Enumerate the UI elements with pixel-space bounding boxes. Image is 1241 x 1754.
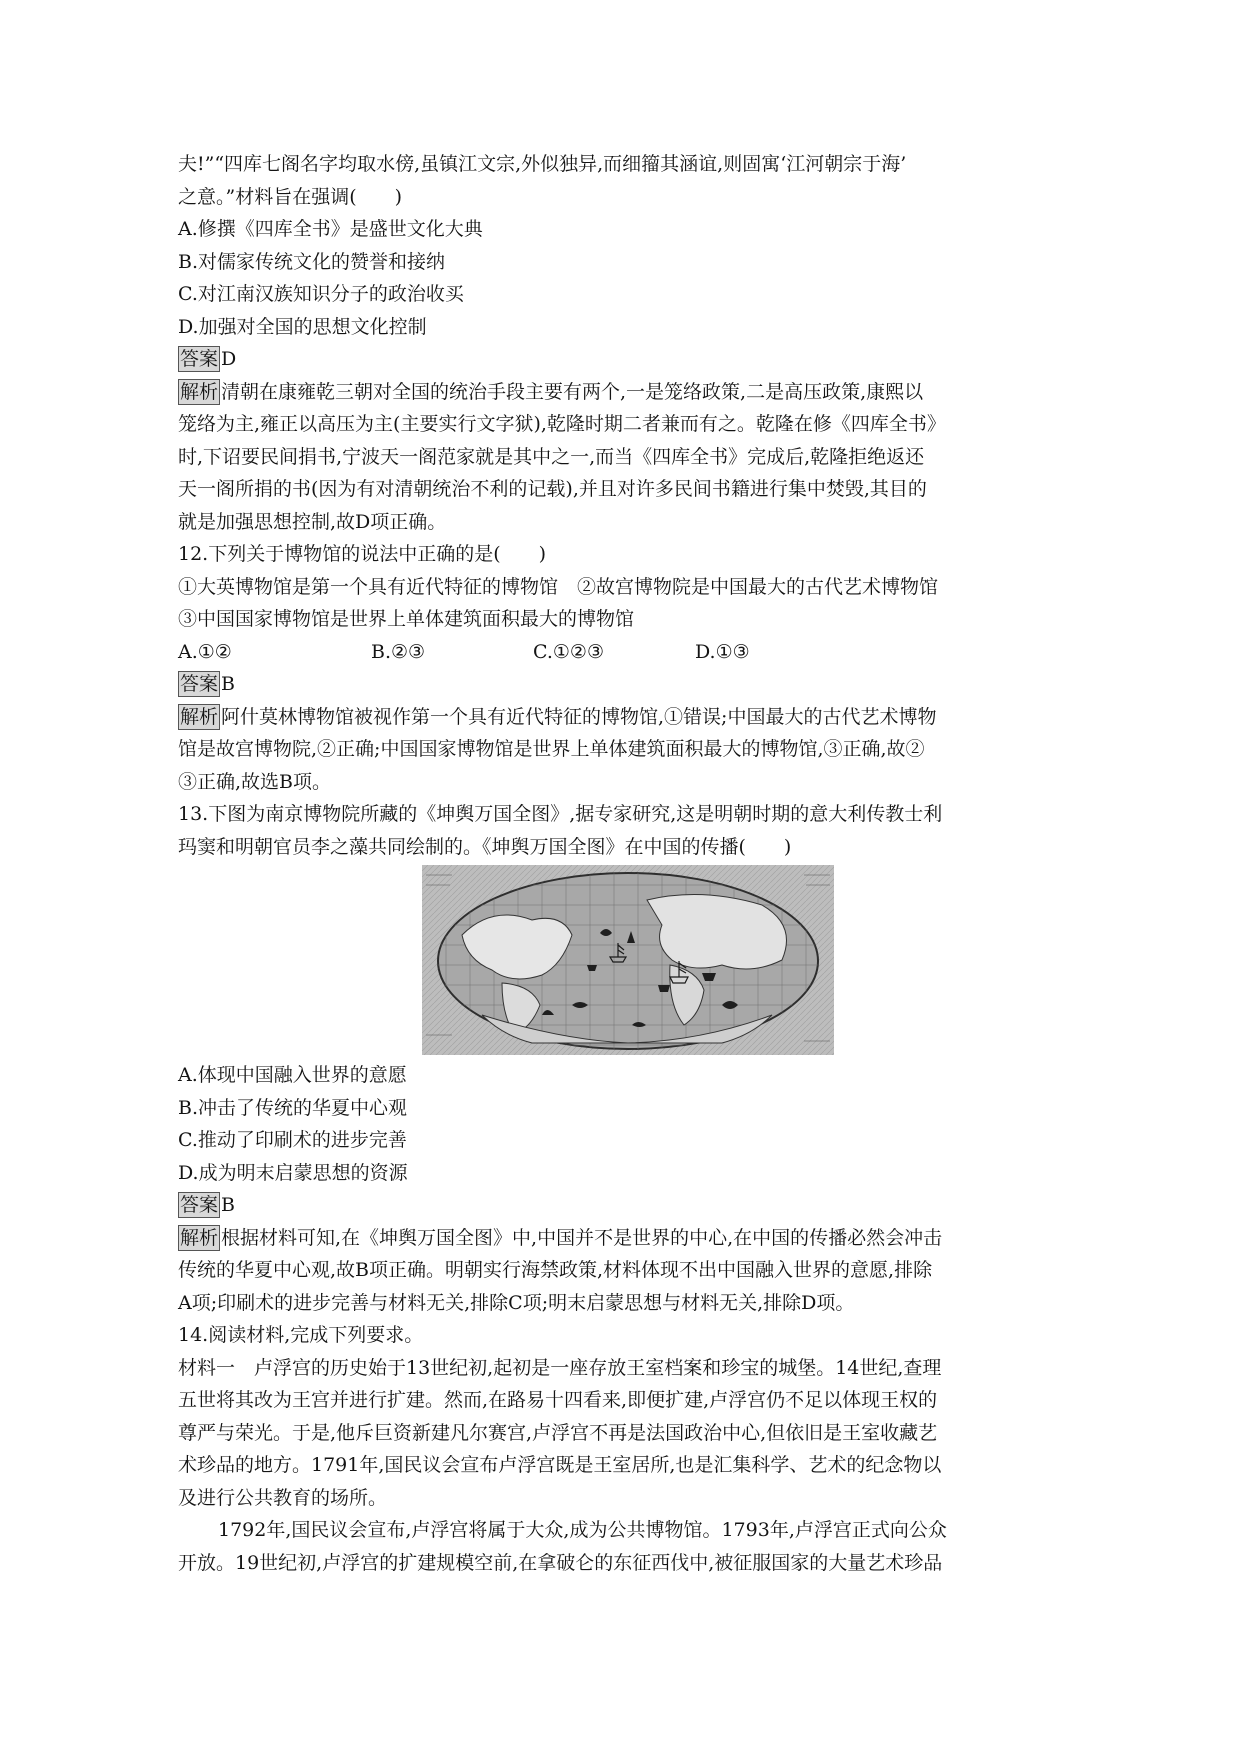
q12-analysis-line-3: ③正确,故选B项。 bbox=[178, 770, 332, 793]
q14-material1-line-4: 术珍品的地方。1791年,国民议会宣布卢浮宫既是王室居所,也是汇集科学、艺术的纪念物以 bbox=[178, 1454, 942, 1476]
answer-tag: 答案 bbox=[180, 673, 219, 695]
q12-statements-line-2: ③中国国家博物馆是世界上单体建筑面积最大的博物馆 bbox=[178, 608, 635, 630]
q11-option-c: C.对江南汉族知识分子的政治收买 bbox=[178, 283, 464, 305]
q11-analysis-line-1 bbox=[178, 376, 1078, 409]
q13-stem-line-1: 13.下图为南京博物院所藏的《坤舆万国全图》,据专家研究,这是明朝时期的意大利传教士利 bbox=[178, 803, 943, 825]
q12-answer bbox=[178, 668, 1078, 701]
q13-option-a: A.体现中国融入世界的意愿 bbox=[178, 1064, 407, 1086]
q14-material1-p2-line-1: 1792年,国民议会宣布,卢浮宫将属于大众,成为公共博物馆。1793年,卢浮宫正式向公众 bbox=[218, 1519, 947, 1541]
world-map-image bbox=[422, 865, 834, 1055]
answer-value: D bbox=[221, 348, 237, 370]
answer-tag: 答案 bbox=[180, 1194, 219, 1216]
analysis-text: 根据材料可知,在《坤舆万国全图》中,中国并不是世界的中心,在中国的传播必然会冲击 bbox=[221, 1226, 943, 1249]
q14-material1-line-1: 材料一 卢浮宫的历史始于13世纪初,起初是一座存放王室档案和珍宝的城堡。14世纪,查理 bbox=[178, 1356, 942, 1379]
q13-answer bbox=[178, 1189, 1078, 1222]
q11-option-d: D.加强对全国的思想文化控制 bbox=[178, 315, 427, 338]
q14-material1-p2-line-2: 开放。19世纪初,卢浮宫的扩建规模空前,在拿破仑的东征西伐中,被征服国家的大量艺术珍品 bbox=[178, 1551, 943, 1574]
q11-analysis-line-5: 就是加强思想控制,故D项正确。 bbox=[178, 510, 447, 533]
answer-value: B bbox=[221, 1194, 235, 1216]
q13-analysis-line-2: 传统的华夏中心观,故B项正确。明朝实行海禁政策,材料体现不出中国融入世界的意愿,排除 bbox=[178, 1259, 933, 1281]
q14-material1-line-5: 及进行公共教育的场所。 bbox=[178, 1486, 388, 1509]
analysis-text: 阿什莫林博物馆被视作第一个具有近代特征的博物馆,①错误;中国最大的古代艺术博物 bbox=[221, 705, 937, 728]
q12-option-d: D.①③ bbox=[695, 640, 750, 663]
q11-stem-line-1: 夫!”“四库七阁名字均取水傍,虽镇江文宗,外似独异,而细籀其涵谊,则固寓‘江河朝宗于海’ bbox=[178, 153, 907, 175]
analysis-tag: 解析 bbox=[180, 380, 219, 403]
q13-analysis-line-1 bbox=[178, 1222, 1078, 1255]
q11-analysis-line-2: 笼络为主,雍正以高压为主(主要实行文字狱),乾隆时期二者兼而有之。乾隆在修《四库全书》 bbox=[178, 413, 946, 435]
q12-analysis-line-2: 馆是故宫博物院,②正确;中国国家博物馆是世界上单体建筑面积最大的博物馆,③正确,故② bbox=[178, 738, 925, 760]
q13-option-d: D.成为明末启蒙思想的资源 bbox=[178, 1161, 408, 1184]
q14-material1-line-2: 五世将其改为王宫并进行扩建。然而,在路易十四看来,即便扩建,卢浮宫仍不足以体现王权的 bbox=[178, 1389, 938, 1411]
q11-analysis-line-3: 时,下诏要民间捐书,宁波天一阁范家就是其中之一,而当《四库全书》完成后,乾隆拒绝返还 bbox=[178, 445, 925, 468]
q11-option-a: A.修撰《四库全书》是盛世文化大典 bbox=[178, 218, 483, 240]
q13-analysis-line-3: A项;印刷术的进步完善与材料无关,排除C项;明末启蒙思想与材料无关,排除D项。 bbox=[178, 1291, 855, 1314]
analysis-text: 清朝在康雍乾三朝对全国的统治手段主要有两个,一是笼络政策,二是高压政策,康熙以 bbox=[221, 380, 924, 403]
analysis-tag: 解析 bbox=[180, 705, 219, 728]
world-map-figure bbox=[178, 865, 1078, 1057]
answer-tag: 答案 bbox=[180, 348, 219, 370]
q14-stem: 14.阅读材料,完成下列要求。 bbox=[178, 1324, 424, 1346]
q14-material1-line-3: 尊严与荣光。于是,他斥巨资新建凡尔赛宫,卢浮宫不再是法国政治中心,但依旧是王室收藏艺 bbox=[178, 1421, 938, 1444]
answer-value: B bbox=[221, 673, 235, 695]
q13-option-b: B.冲击了传统的华夏中心观 bbox=[178, 1096, 408, 1119]
q13-stem-line-2: 玛窦和明朝官员李之藻共同绘制的。《坤舆万国全图》在中国的传播( ) bbox=[178, 835, 792, 858]
q11-analysis-line-4: 天一阁所捐的书(因为有对清朝统治不利的记载),并且对许多民间书籍进行集中焚毁,其目的 bbox=[178, 478, 927, 500]
page-content bbox=[178, 148, 1078, 1579]
q11-answer bbox=[178, 343, 1078, 376]
q12-analysis-line-1 bbox=[178, 701, 1078, 734]
q13-option-c: C.推动了印刷术的进步完善 bbox=[178, 1129, 407, 1151]
q11-option-b: B.对儒家传统文化的赞誉和接纳 bbox=[178, 250, 446, 273]
q12-option-b: B.②③ bbox=[371, 640, 426, 663]
analysis-tag: 解析 bbox=[180, 1226, 219, 1249]
q12-statements-line-1: ①大英博物馆是第一个具有近代特征的博物馆 ②故宫博物院是中国最大的古代艺术博物馆 bbox=[178, 575, 939, 598]
q12-stem: 12.下列关于博物馆的说法中正确的是( ) bbox=[178, 543, 547, 565]
q12-options bbox=[178, 636, 1078, 669]
q12-option-c: C.①②③ bbox=[533, 640, 604, 663]
q12-option-a: A.①② bbox=[178, 640, 232, 663]
q11-stem-line-2: 之意。”材料旨在强调( ) bbox=[178, 185, 403, 208]
